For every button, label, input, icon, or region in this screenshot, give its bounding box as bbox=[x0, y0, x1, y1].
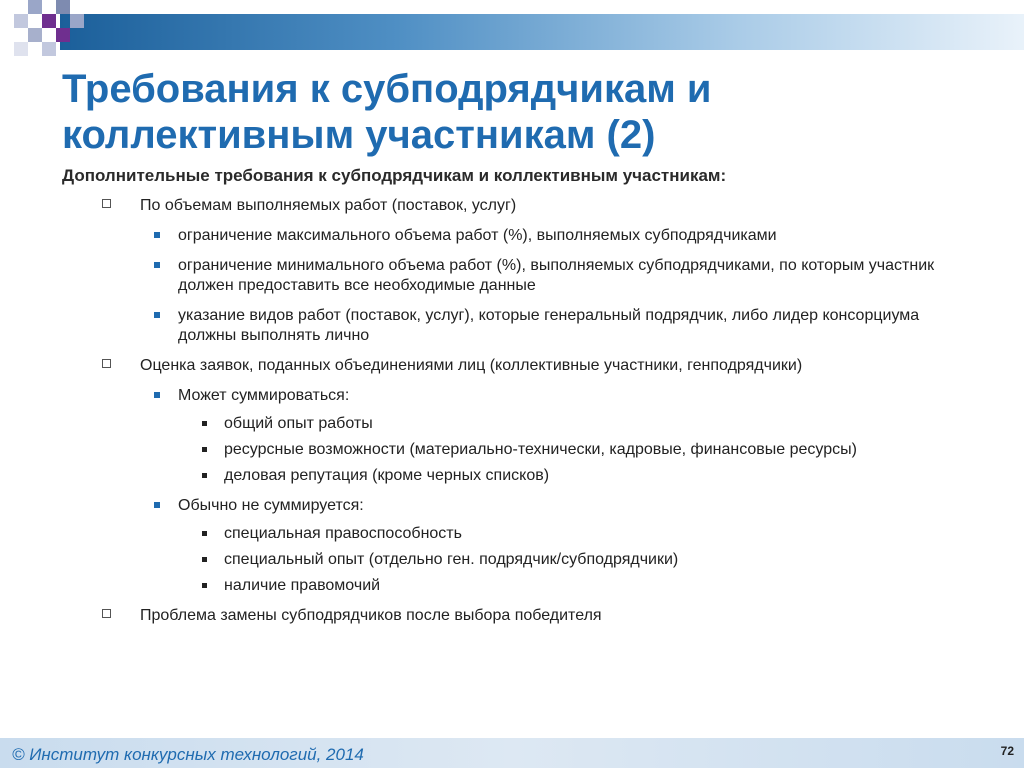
black-square-bullet-icon bbox=[202, 421, 207, 426]
section-item: Оценка заявок, поданных объединениями лиц (коллективные участники, генподрядчики) Может суммироваться: общий опыт работы ресурсные возможности (материально-технически, кадровые, финансовые ресурсы) деловая репутация (кроме черных списков) Обычно не суммируется: специальная правоспособность специальный опыт (отдельно ген. подрядчик/субподрядчики) наличие правомочий bbox=[62, 356, 962, 596]
intro-text: Дополнительные требования к субподрядчикам и коллективным участникам: bbox=[62, 166, 727, 185]
slide-content bbox=[62, 166, 962, 634]
corner-squares-decoration bbox=[14, 0, 94, 60]
sub-list-item: специальная правоспособность bbox=[166, 524, 962, 544]
list-item: Обычно не суммируется: специальная правоспособность специальный опыт (отдельно ген. подрядчик/субподрядчики) наличие правомочий bbox=[120, 496, 962, 596]
blue-square-bullet-icon bbox=[154, 262, 160, 268]
sub-list-item: специальный опыт (отдельно ген. подрядчик/субподрядчики) bbox=[166, 550, 962, 570]
title-line-1: Требования к субподрядчикам и bbox=[62, 67, 712, 111]
list-item: Может суммироваться: общий опыт работы ресурсные возможности (материально-технически, кадровые, финансовые ресурсы) деловая репутация (кроме черных списков) bbox=[120, 386, 962, 486]
footer-copyright: © Институт конкурсных технологий, 2014 bbox=[12, 745, 364, 764]
blue-square-bullet-icon bbox=[154, 392, 160, 398]
square-bullet-icon bbox=[102, 609, 111, 618]
sub-list-item: деловая репутация (кроме черных списков) bbox=[166, 466, 962, 486]
title-line-2: коллективным участникам (2) bbox=[62, 113, 656, 157]
section-item: Проблема замены субподрядчиков после выбора победителя bbox=[62, 606, 962, 626]
list-item: ограничение минимального объема работ (%), выполняемых субподрядчиками, по которым участник должен предоставить все необходимые данные bbox=[120, 256, 962, 296]
section-item: По объемам выполняемых работ (поставок, услуг) ограничение максимального объема работ (%), выполняемых субподрядчиками ограничение минимального объема работ (%), выполняемых субподрядчиками, по которым участник должен предоставить все необходимые данные указание видов работ (поставок, услуг), которые генеральный подрядчик, либо лидер консорциума должны выполнять лично bbox=[62, 196, 962, 346]
sub-list-item: наличие правомочий bbox=[166, 576, 962, 596]
list-item: ограничение максимального объема работ (%), выполняемых субподрядчиками bbox=[120, 226, 962, 246]
list-item: указание видов работ (поставок, услуг), которые генеральный подрядчик, либо лидер консорциума должны выполнять лично bbox=[120, 306, 962, 346]
black-square-bullet-icon bbox=[202, 447, 207, 452]
page-number: 72 bbox=[1000, 744, 1014, 758]
square-bullet-icon bbox=[102, 199, 111, 208]
sub-list-item: ресурсные возможности (материально-технически, кадровые, финансовые ресурсы) bbox=[166, 440, 962, 460]
black-square-bullet-icon bbox=[202, 583, 207, 588]
black-square-bullet-icon bbox=[202, 531, 207, 536]
blue-square-bullet-icon bbox=[154, 312, 160, 318]
blue-square-bullet-icon bbox=[154, 232, 160, 238]
sub-list-item: общий опыт работы bbox=[166, 414, 962, 434]
blue-square-bullet-icon bbox=[154, 502, 160, 508]
section-list bbox=[62, 196, 962, 626]
square-bullet-icon bbox=[102, 359, 111, 368]
black-square-bullet-icon bbox=[202, 557, 207, 562]
black-square-bullet-icon bbox=[202, 473, 207, 478]
header-band bbox=[60, 14, 1024, 50]
slide-title bbox=[62, 66, 962, 158]
